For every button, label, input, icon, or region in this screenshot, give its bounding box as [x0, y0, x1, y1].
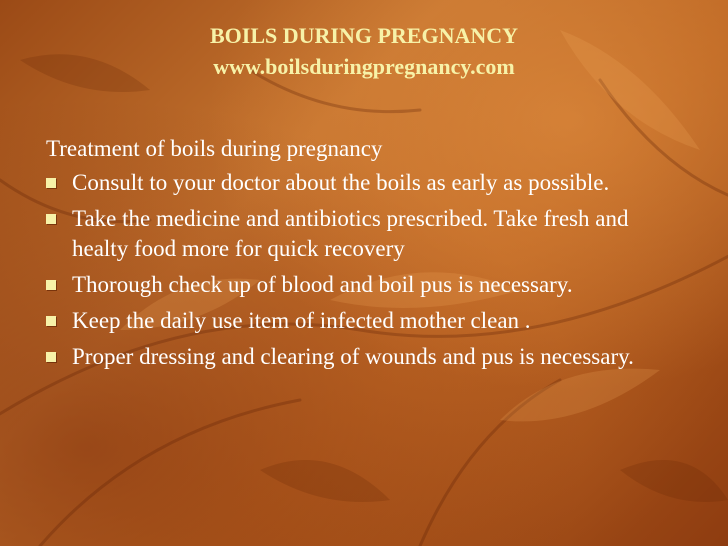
square-bullet-icon: [46, 280, 56, 290]
square-bullet-icon: [46, 316, 56, 326]
bullet-text: Proper dressing and clearing of wounds and pus is necessary.: [72, 344, 634, 369]
list-item: [46, 342, 686, 372]
square-bullet-icon: [46, 352, 56, 362]
square-bullet-icon: [46, 214, 56, 224]
intro-text: Treatment of boils during pregnancy: [46, 136, 383, 161]
bullet-text: Take the medicine and antibiotics prescribed. Take fresh and healty food more for quick recovery: [72, 206, 629, 261]
slide-body: [46, 134, 686, 378]
title-url: www.boilsduringpregnancy.com: [213, 54, 515, 79]
bullet-text: Thorough check up of blood and boil pus is necessary.: [72, 272, 573, 297]
bullet-text: Consult to your doctor about the boils as early as possible.: [72, 170, 610, 195]
slide-title: [100, 20, 628, 82]
square-bullet-icon: [46, 178, 56, 188]
list-item: [46, 204, 686, 264]
bullet-list: [46, 168, 686, 372]
list-item: [46, 168, 686, 198]
list-item: [46, 306, 686, 336]
list-item: [46, 270, 686, 300]
title-line: BOILS DURING PREGNANCY: [209, 23, 519, 48]
bullet-text: Keep the daily use item of infected mother clean .: [72, 308, 531, 333]
